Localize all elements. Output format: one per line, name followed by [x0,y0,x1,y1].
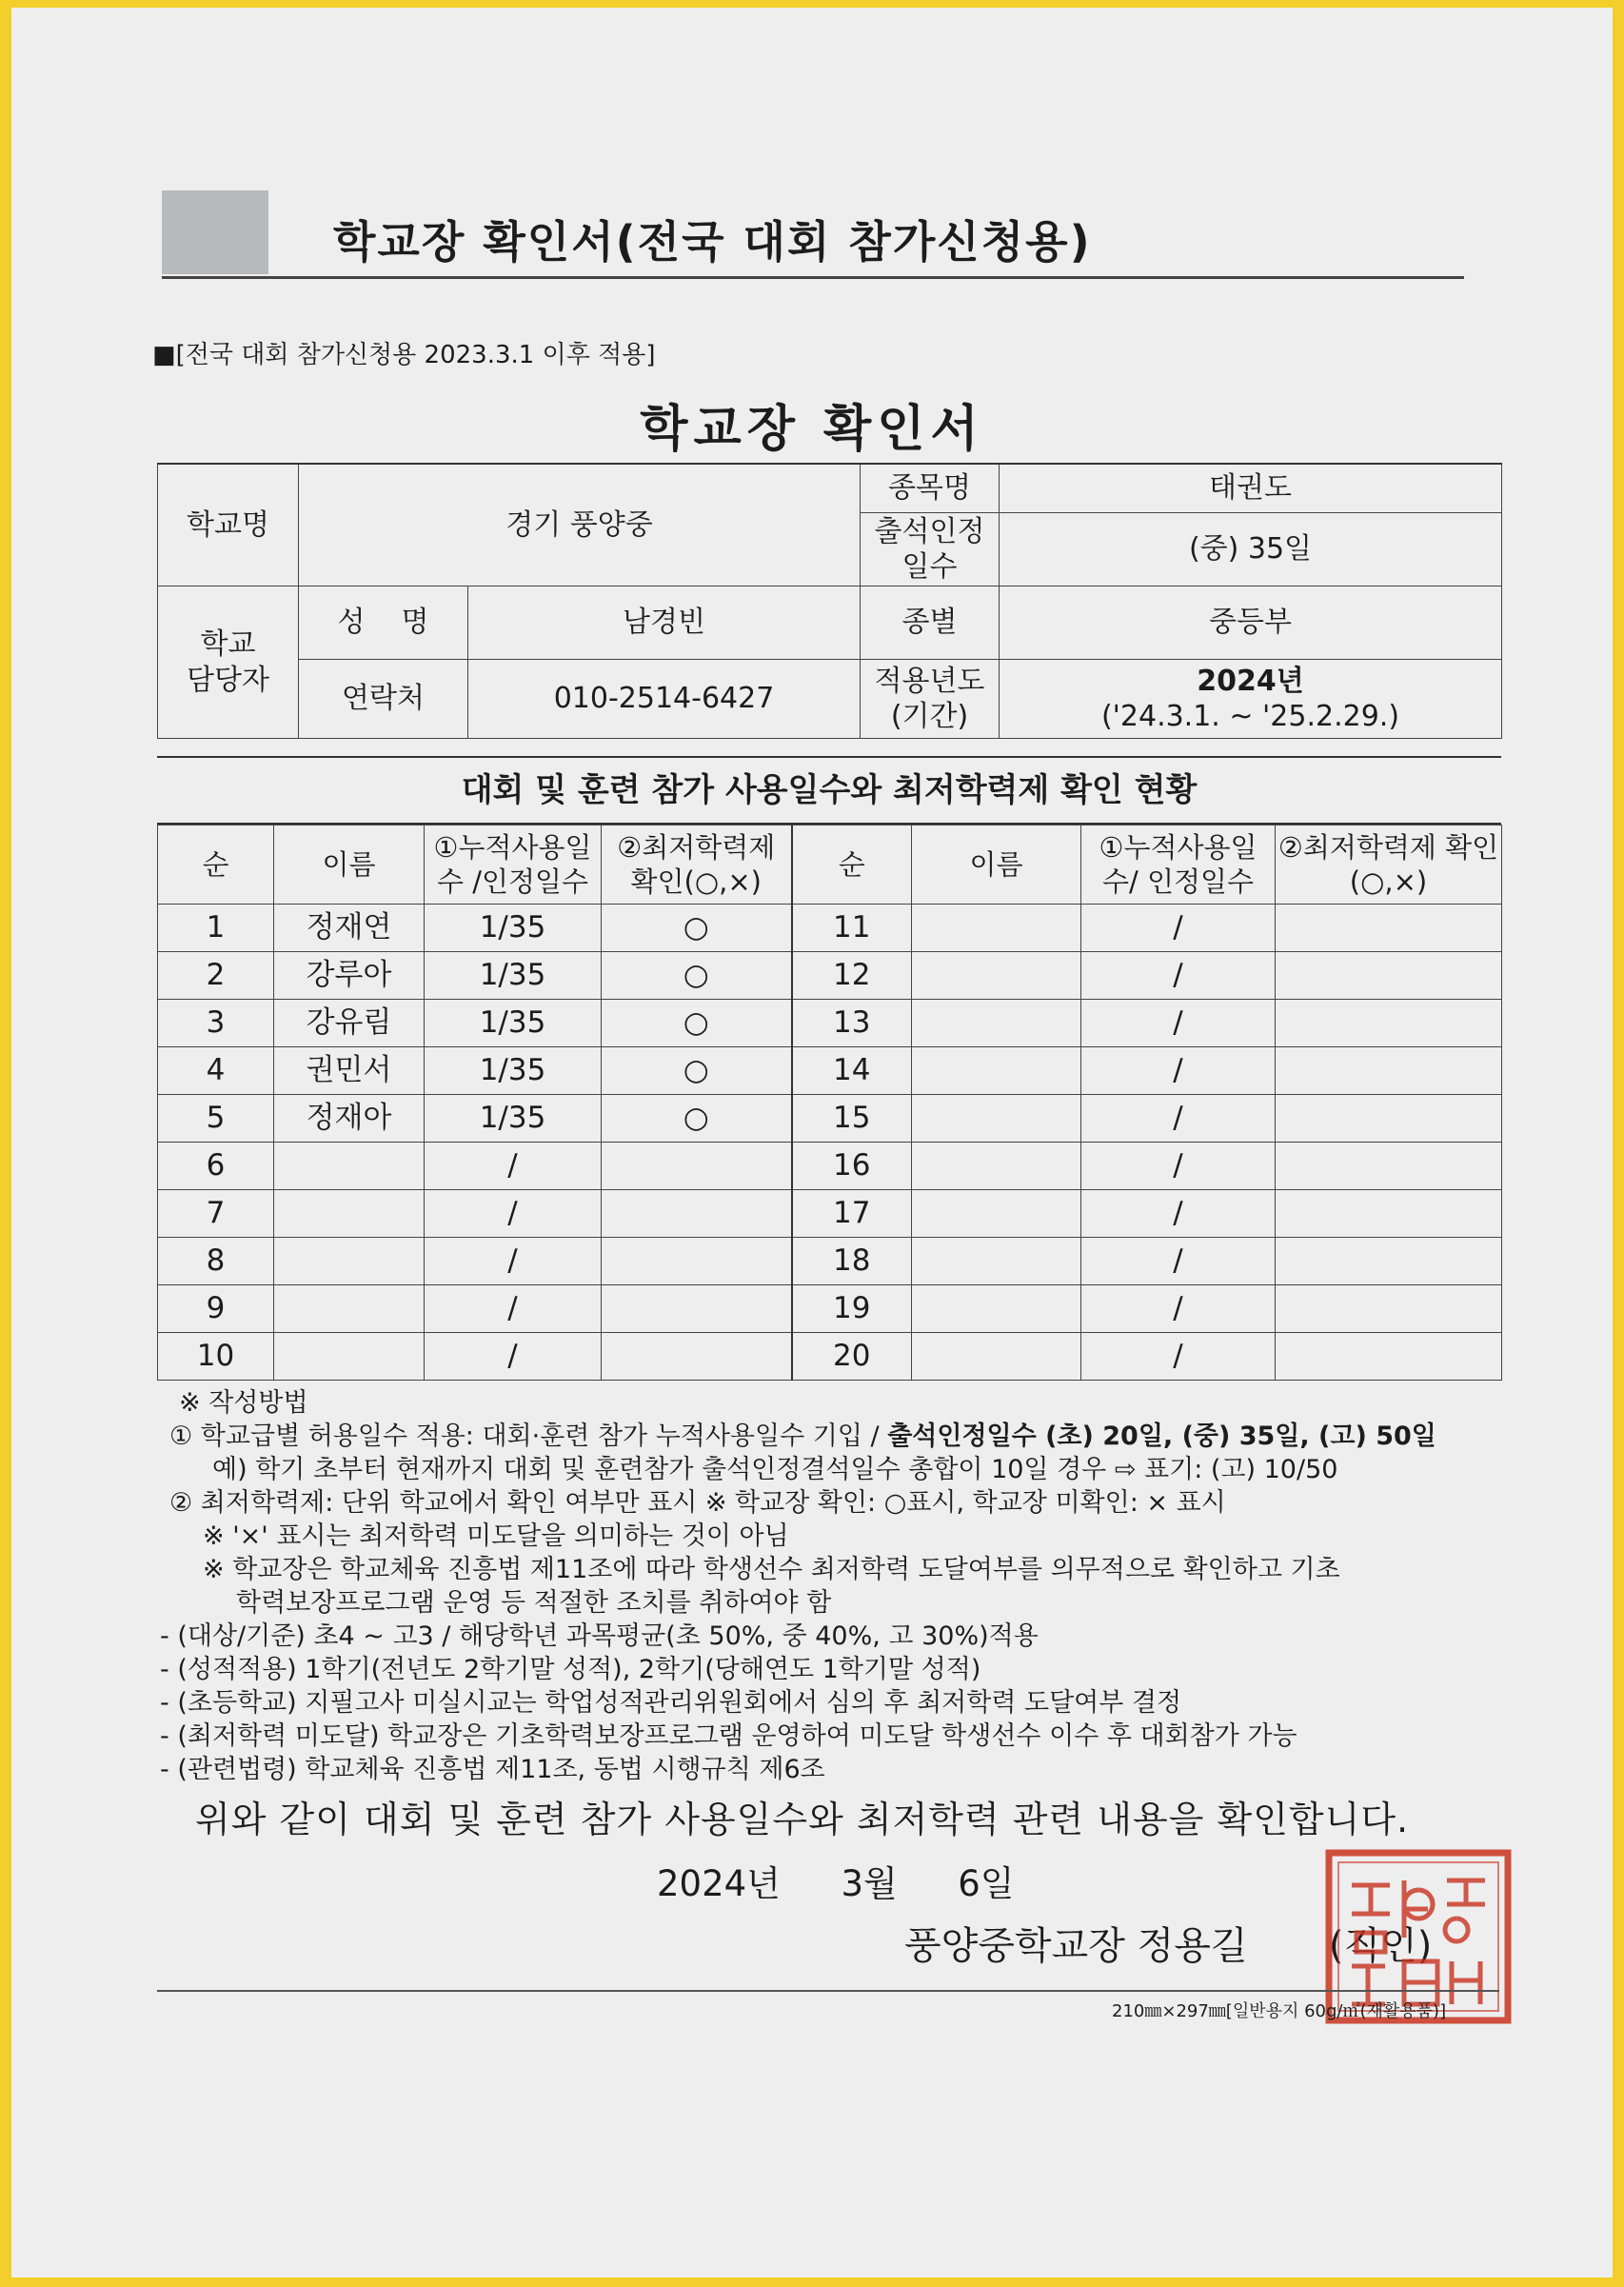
detail-4: - (최저학력 미도달) 학교장은 기초학력보장프로그램 운영하여 미도달 학생선수 이수 후 대회참가 가능 [160,1721,1297,1751]
name-value: 남경빈 [468,587,861,660]
min-cell: ○ [602,1000,792,1047]
seal-label: (직인) [1328,1924,1433,1968]
days-cell: 1/35 [425,1095,602,1143]
seq-cell-right: 15 [792,1095,912,1143]
seq-cell-right: 12 [792,952,912,1000]
days-cell-right: / [1081,1143,1276,1190]
participant-row [158,905,1502,952]
detail-2: - (성적적용) 1학기(전년도 2학기말 성적), 2학기(당해연도 1학기말 성적) [160,1655,981,1684]
seq-cell: 3 [158,1000,274,1047]
name-cell [274,1190,425,1238]
contact-value: 010-2514-6427 [468,660,861,739]
seq-cell: 4 [158,1047,274,1095]
seq-cell-right: 20 [792,1333,912,1381]
seq-cell-right: 19 [792,1285,912,1333]
attend-label: 출석인정 일수 [861,513,1000,587]
name-cell-right [912,1285,1081,1333]
min-cell: ○ [602,1095,792,1143]
min-cell-right [1276,1143,1502,1190]
category-label: 종별 [861,587,1000,660]
notes-title: ※ 작성방법 [179,1388,308,1418]
days-cell: / [425,1285,602,1333]
name-cell [274,1285,425,1333]
info-table [157,463,1502,739]
instructions [160,1386,1502,1786]
note-1-example: 예) 학기 초부터 현재까지 대회 및 훈련참가 출석인정결석일수 총합이 10일 경우 ⇨ 표기: (고) 10/50 [212,1455,1338,1484]
name-cell: 정재연 [274,905,425,952]
note-2-b: ※ 학교장은 학교체육 진흥법 제11조에 따라 학생선수 최저학력 도달여부를 의무적으로 확인하고 기초 [203,1555,1340,1584]
seq-cell: 7 [158,1190,274,1238]
school-value: 경기 풍양중 [299,464,861,587]
principal-name: 풍양중학교장 정용길 [904,1924,1248,1968]
issue-date [657,1855,1015,1906]
participant-row [158,1190,1502,1238]
participant-row [158,1238,1502,1285]
days-cell-right: / [1081,1285,1276,1333]
header-underline [162,276,1464,279]
participant-row [158,1333,1502,1381]
min-cell-right [1276,1238,1502,1285]
min-cell [602,1285,792,1333]
min-cell-right [1276,905,1502,952]
days-cell-right: / [1081,905,1276,952]
note-2-b2: 학력보장프로그램 운영 등 적절한 조치를 취하여야 함 [236,1588,832,1618]
year-cell [1000,660,1502,739]
min-cell-right [1276,1285,1502,1333]
header-title: 학교장 확인서(전국 대회 참가신청용) [333,216,1092,268]
min-cell [602,1333,792,1381]
seq-cell-right: 11 [792,905,912,952]
year-label: 적용년도 (기간) [861,660,1000,739]
note-1-bold: 출석인정일수 (초) 20일, (중) 35일, (고) 50일 [887,1422,1436,1451]
school-label: 학교명 [158,464,299,587]
participant-row [158,1143,1502,1190]
seq-cell: 9 [158,1285,274,1333]
seq-cell-right: 14 [792,1047,912,1095]
seq-cell: 10 [158,1333,274,1381]
days-cell: 1/35 [425,952,602,1000]
seq-cell: 2 [158,952,274,1000]
min-cell [602,1238,792,1285]
name-cell-right [912,1333,1081,1381]
sport-value: 태권도 [1000,464,1502,513]
name-cell-right [912,1143,1081,1190]
participant-row [158,1047,1502,1095]
section-title: 대회 및 훈련 참가 사용일수와 최저학력제 확인 현황 [157,756,1501,825]
header-days-right: ①누적사용일수/ 인정일수 [1081,825,1276,905]
name-cell [274,1238,425,1285]
name-cell-right [912,905,1081,952]
header-name: 이름 [274,825,425,905]
category-value: 중등부 [1000,587,1502,660]
days-cell-right: / [1081,1000,1276,1047]
days-cell-right: / [1081,1047,1276,1095]
manager-label: 학교 담당자 [158,587,299,739]
days-cell: 1/35 [425,1047,602,1095]
participant-header-row [158,825,1502,905]
days-cell-right: / [1081,1095,1276,1143]
participant-row [158,1285,1502,1333]
min-cell: ○ [602,952,792,1000]
min-cell-right [1276,1095,1502,1143]
days-cell: / [425,1333,602,1381]
min-cell: ○ [602,1047,792,1095]
detail-3: - (초등학교) 지필고사 미실시교는 학업성적관리위원회에서 심의 후 최저학력 도달여부 결정 [160,1688,1182,1718]
name-cell-right [912,1095,1081,1143]
min-cell-right [1276,1000,1502,1047]
year-period: ('24.3.1. ~ '25.2.29.) [1100,700,1400,733]
participant-row [158,1095,1502,1143]
days-cell: / [425,1238,602,1285]
participant-row [158,952,1502,1000]
note-2-a: ※ '×' 표시는 최저학력 미도달을 의미하는 것이 아님 [203,1521,789,1551]
min-cell-right [1276,952,1502,1000]
note-1 [169,1420,1502,1453]
main-title: 학교장 확인서 [640,401,984,458]
name-label: 성 명 [299,587,468,660]
name-cell-right [912,1000,1081,1047]
days-cell-right: / [1081,952,1276,1000]
days-cell-right: / [1081,1238,1276,1285]
header-days: ①누적사용일수 /인정일수 [425,825,602,905]
min-cell-right [1276,1190,1502,1238]
seq-cell-right: 16 [792,1143,912,1190]
attend-value: (중) 35일 [1000,513,1502,587]
sport-label: 종목명 [861,464,1000,513]
year-value: 2024년 [1197,664,1304,698]
seq-cell-right: 13 [792,1000,912,1047]
min-cell-right [1276,1047,1502,1095]
name-cell [274,1333,425,1381]
min-cell: ○ [602,905,792,952]
detail-5: - (관련법령) 학교체육 진흥법 제11조, 동법 시행규칙 제6조 [160,1755,825,1784]
name-cell: 권민서 [274,1047,425,1095]
header-seq-right: 순 [792,825,912,905]
detail-1: - (대상/기준) 초4 ~ 고3 / 해당학년 과목평균(초 50%, 중 40%, 고 30%)적용 [160,1621,1039,1651]
header-name-right: 이름 [912,825,1081,905]
header-min: ②최저학력제 확인(○,×) [602,825,792,905]
date-year: 2024년 [657,1863,781,1904]
days-cell: / [425,1143,602,1190]
days-cell: 1/35 [425,905,602,952]
participant-table [157,825,1502,1381]
name-cell-right [912,1047,1081,1095]
header-min-right: ②최저학력제 확인(○,×) [1276,825,1502,905]
seq-cell: 1 [158,905,274,952]
header-gray-box [162,190,268,274]
name-cell: 강유림 [274,1000,425,1047]
footer-divider [157,1990,1499,1992]
contact-label: 연락처 [299,660,468,739]
note-1-text: ① 학교급별 허용일수 적용: 대회·훈련 참가 누적사용일수 기입 / [169,1422,888,1451]
name-cell-right [912,1238,1081,1285]
header-seq: 순 [158,825,274,905]
name-cell-right [912,1190,1081,1238]
days-cell-right: / [1081,1190,1276,1238]
applicability-note: ■[전국 대회 참가신청용 2023.3.1 이후 적용] [152,341,656,369]
name-cell [274,1143,425,1190]
min-cell [602,1190,792,1238]
days-cell-right: / [1081,1333,1276,1381]
seq-cell: 8 [158,1238,274,1285]
seq-cell: 5 [158,1095,274,1143]
date-month: 3월 [841,1863,898,1904]
days-cell: / [425,1190,602,1238]
min-cell [602,1143,792,1190]
confirmation-statement: 위와 같이 대회 및 훈련 참가 사용일수와 최저학력 관련 내용을 확인합니다. [195,1799,1410,1840]
seq-cell-right: 18 [792,1238,912,1285]
name-cell: 강루아 [274,952,425,1000]
seq-cell-right: 17 [792,1190,912,1238]
seq-cell: 6 [158,1143,274,1190]
paper-spec-note: 210㎜×297㎜[일반용지 60g/㎡(재활용품)] [1112,2001,1447,2021]
name-cell: 정재아 [274,1095,425,1143]
name-cell-right [912,952,1081,1000]
note-2: ② 최저학력제: 단위 학교에서 확인 여부만 표시 ※ 학교장 확인: ○표시, 학교장 미확인: × 표시 [169,1488,1226,1518]
date-day: 6일 [958,1863,1015,1904]
participant-row [158,1000,1502,1047]
days-cell: 1/35 [425,1000,602,1047]
min-cell-right [1276,1333,1502,1381]
